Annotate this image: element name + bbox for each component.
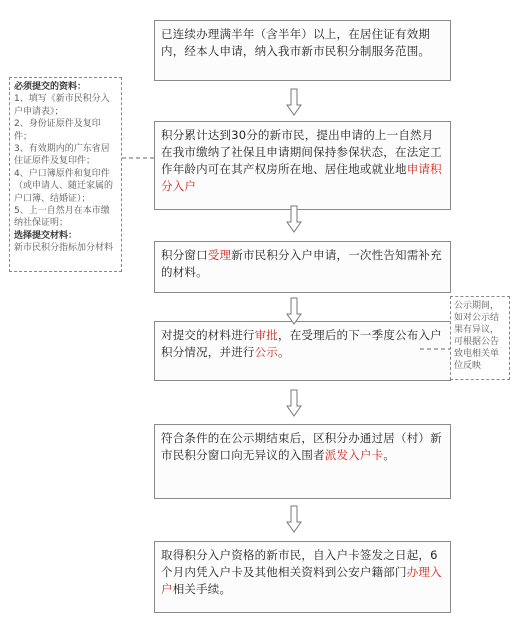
step-text: 。 [383,448,396,462]
step-3-box [154,241,451,293]
objection-note-text: 公示期间，如对公示结果有异议，可根据公告致电相关单位反映 [454,301,500,371]
highlight-text: 申请积分入户 [161,162,442,193]
step-text: 符合条件的在公示期结束后，区积分办通过居（村）新市民积分窗口向无异议的入围者 [161,431,442,462]
materials-connector [122,156,155,160]
step-6-box [154,541,451,613]
down-arrow-icon [286,297,302,325]
step-2-box [154,121,451,210]
required-materials-item: 5、上一自然月在本市缴纳社保证明； [14,206,110,229]
optional-materials-title: 选择提交材料： [14,230,78,241]
required-materials-item: 4、户口簿原件和复印件（或申请人、随迁家属的户口簿、结婚证）； [14,168,114,204]
objection-connector-line [420,347,452,351]
down-arrow-icon [286,88,302,116]
down-arrow-icon [286,389,302,417]
step-text: 积分累计达到30分的新市民，提出申请的上一自然月在我市缴纳了社保且申请期间保持参保状态，在法定工作年龄内可在其产权房所在地、居住地或就业地 [161,128,442,176]
required-materials-title: 必须提交的资料： [14,82,87,92]
step-text: 对提交的材料进行 [161,328,255,342]
optional-materials-item: 新市民积分指标加分材料 [14,243,114,254]
step-text: 新市民积分入户申请，一次性告知需补充的材料。 [161,248,442,279]
down-arrow-icon [286,505,302,533]
step-1-box [154,20,451,81]
highlight-text: 办理入户 [161,565,442,596]
step-text: 。 [278,345,290,359]
highlight-text: 公示 [254,345,279,359]
required-materials-note [9,77,122,272]
objection-note [450,296,510,380]
highlight-text: 派发入户卡 [324,448,384,462]
down-arrow-icon [286,205,302,233]
highlight-text: 审批 [254,328,279,342]
highlight-text: 受理 [207,248,232,262]
required-materials-item: 3、有效期内的广东省居住证原件及复印件； [14,144,110,167]
step-text: 已连续办理满半年（含半年）以上，在居住证有效期内，经本人申请，纳入我市新市民积分制服务范围。 [161,27,431,58]
step-5-box [154,424,451,499]
required-materials-item: 1、填写《新市民积分入户申请表》； [14,94,110,117]
step-text: ，在受理后的下一季度公布入户积分情况，并进行 [161,328,442,359]
required-materials-item: 2、身份证原件及复印件； [14,119,101,142]
step-4-box [154,321,451,381]
step-text: 积分窗口 [161,248,208,262]
step-text: 相关手续。 [172,582,232,596]
step-text: 取得积分入户资格的新市民，自入户卡签发之日起，6个月内凭入户卡及其他相关资料到公安户籍部门 [161,548,438,579]
